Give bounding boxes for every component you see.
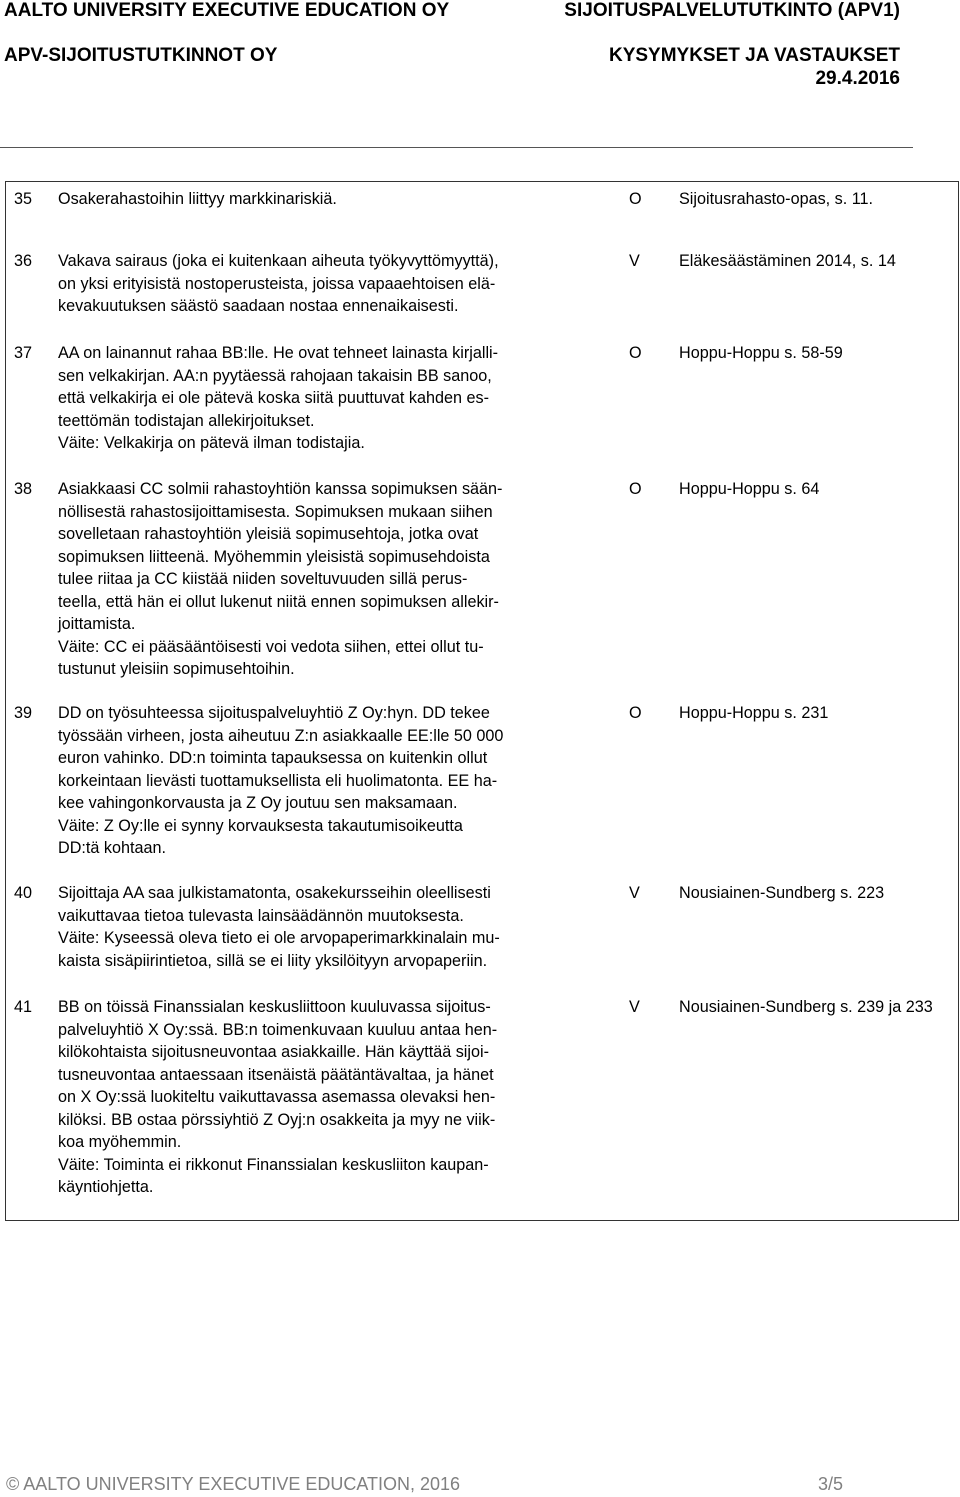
question-number: 40 — [14, 884, 33, 902]
question-text-line: koa myöhemmin. — [58, 1133, 182, 1151]
question-text — [58, 342, 598, 455]
header-right — [564, 0, 900, 90]
question-text-line: DD on työsuhteessa sijoituspalveluyhtiö Z Oy:hyn. DD tekee — [58, 704, 490, 722]
question-text-line: euron vahinko. DD:n toiminta tapauksessa on kuitenkin ollut — [58, 749, 488, 767]
question-text-line: Väite: Z Oy:lle ei synny korvauksesta takautumisoikeutta — [58, 816, 463, 835]
question-text-line: Osakerahastoihin liittyy markkinariskiä. — [58, 190, 337, 208]
question-text-line: että velkakirja ei ole pätevä koska siitä puuttuvat kahden es- — [58, 389, 490, 407]
question-text-line: joittamista. — [58, 615, 136, 633]
question-text-line: on X Oy:ssä luokiteltu vaikuttavassa asemassa olevaksi hen- — [58, 1088, 496, 1106]
header-left — [4, 0, 449, 67]
question-text-line: palveluyhtiö X Oy:ssä. BB:n toimenkuvaan kuuluu antaa hen- — [58, 1020, 498, 1039]
question-text-line: korkeintaan lievästi tuottamuksellista eli huolimatonta. EE ha- — [58, 771, 498, 790]
question-text-line: Väite: Velkakirja on pätevä ilman todistajia. — [58, 434, 365, 452]
question-text-line: Väite: Toiminta ei rikkonut Finanssialan keskusliiton kaupan- — [58, 1155, 489, 1174]
source-reference: Hoppu-Hoppu s. 64 — [679, 480, 820, 498]
question-text-line: kee vahingonkorvausta ja Z Oy joutuu sen maksamaan. — [58, 794, 458, 812]
source-reference: Hoppu-Hoppu s. 231 — [679, 704, 829, 722]
question-text-line: Sijoittaja AA saa julkistamatonta, osakekursseihin oleellisesti — [58, 884, 491, 902]
exam-title: SIJOITUSPALVELUTUTKINTO (APV1) — [564, 0, 900, 21]
source-reference: Hoppu-Hoppu s. 58-59 — [679, 344, 843, 362]
source-reference: Sijoitusrahasto-opas, s. 11. — [679, 190, 874, 208]
question-text-line: teella, että hän ei ollut lukenut niitä ennen sopimuksen allekir- — [58, 592, 499, 611]
header-divider — [0, 147, 913, 148]
question-text-line: Vakava sairaus (joka ei kuitenkaan aiheuta työkyvyttömyyttä), — [58, 252, 499, 270]
question-text-line: tusneuvontaa antaessaan itsenäistä päätäntävaltaa, ja hänet — [58, 1065, 494, 1084]
answer-mark: O — [629, 704, 642, 722]
answer-mark: V — [629, 884, 640, 902]
question-text-line: Asiakkaasi CC solmii rahastoyhtiön kanssa sopimuksen sään- — [58, 480, 503, 498]
question-text-line: tustunut yleisiin sopimusehtoihin. — [58, 660, 295, 678]
source-reference: Nousiainen-Sundberg s. 239 ja 233 — [679, 998, 933, 1016]
question-number: 37 — [14, 344, 33, 362]
answer-mark: V — [629, 998, 640, 1016]
question-text-line: on yksi erityisistä nostoperusteista, joissa vapaaehtoisen elä- — [58, 274, 496, 293]
question-number: 39 — [14, 704, 33, 722]
question-text-line: nöllisestä rahastosijoittamisesta. Sopimuksen mukaan siihen — [58, 502, 493, 521]
question-text-line: käyntiohjetta. — [58, 1178, 154, 1196]
question-text-line: tulee riitaa ja CC kiistää niiden soveltuvuuden sillä perus- — [58, 570, 468, 588]
question-text-line: BB on töissä Finanssialan keskusliittoon kuuluvassa sijoitus- — [58, 998, 491, 1016]
document-date: 29.4.2016 — [815, 68, 900, 89]
answer-mark: O — [629, 190, 642, 208]
question-text — [58, 702, 598, 860]
question-text-line: työssään virheen, josta aiheutuu Z:n asiakkaalle EE:lle 50 000 — [58, 726, 504, 745]
question-text-line: sovelletaan rahastoyhtiön yleisiä sopimusehtoja, jotka ovat — [58, 525, 479, 543]
document-type: KYSYMYKSET JA VASTAUKSET — [608, 45, 900, 66]
question-number: 38 — [14, 480, 33, 498]
question-text — [58, 996, 598, 1199]
question-text-line: Väite: CC ei pääsääntöisesti voi vedota siihen, ettei ollut tu- — [58, 637, 484, 656]
question-text-line: sen velkakirjan. AA:n pyytäessä rahojaan takaisin BB sanoo, — [58, 366, 492, 385]
question-number: 36 — [14, 252, 33, 270]
question-text-line: DD:tä kohtaan. — [58, 839, 166, 857]
question-text-line: kilöksi. BB ostaa pörssiyhtiö Z Oyj:n osakkeita ja myy ne viik- — [58, 1110, 496, 1129]
questions-table — [5, 181, 959, 1221]
footer-copyright: © AALTO UNIVERSITY EXECUTIVE EDUCATION, 2016 — [6, 1474, 461, 1494]
source-reference: Nousiainen-Sundberg s. 223 — [679, 884, 885, 902]
question-text-line: AA on lainannut rahaa BB:lle. He ovat tehneet lainasta kirjalli- — [58, 344, 499, 362]
organization-name: AALTO UNIVERSITY EXECUTIVE EDUCATION OY — [4, 0, 450, 21]
source-reference: Eläkesäästäminen 2014, s. 14 — [679, 252, 896, 270]
question-text — [58, 250, 598, 318]
question-text — [58, 188, 598, 211]
question-text — [58, 478, 598, 681]
answer-mark: V — [629, 252, 640, 270]
page-number: 3/5 — [818, 1474, 844, 1494]
question-number: 35 — [14, 190, 33, 208]
department-name: APV-SIJOITUSTUTKINNOT OY — [4, 45, 278, 66]
question-text-line: kevakuutuksen säästö saadaan nostaa ennenaikaisesti. — [58, 297, 459, 315]
question-text-line: kilökohtaista sijoitusneuvontaa asiakkaille. Hän käyttää sijoi- — [58, 1043, 489, 1061]
question-text-line: vaikuttavaa tietoa tulevasta lainsäädännön muutoksesta. — [58, 906, 464, 925]
question-text-line: sopimuksen liitteenä. Myöhemmin yleisistä sopimusehdoista — [58, 547, 490, 566]
question-number: 41 — [14, 998, 33, 1016]
question-text-line: Väite: Kyseessä oleva tieto ei ole arvopaperimarkkinalain mu- — [58, 929, 500, 947]
answer-mark: O — [629, 344, 642, 362]
question-text — [58, 882, 598, 972]
question-text-line: kaista sisäpiirintietoa, sillä se ei liity yksilöityyn arvopaperiin. — [58, 951, 488, 970]
question-text-line: teettömän todistajan allekirjoitukset. — [58, 411, 315, 430]
answer-mark: O — [629, 480, 642, 498]
